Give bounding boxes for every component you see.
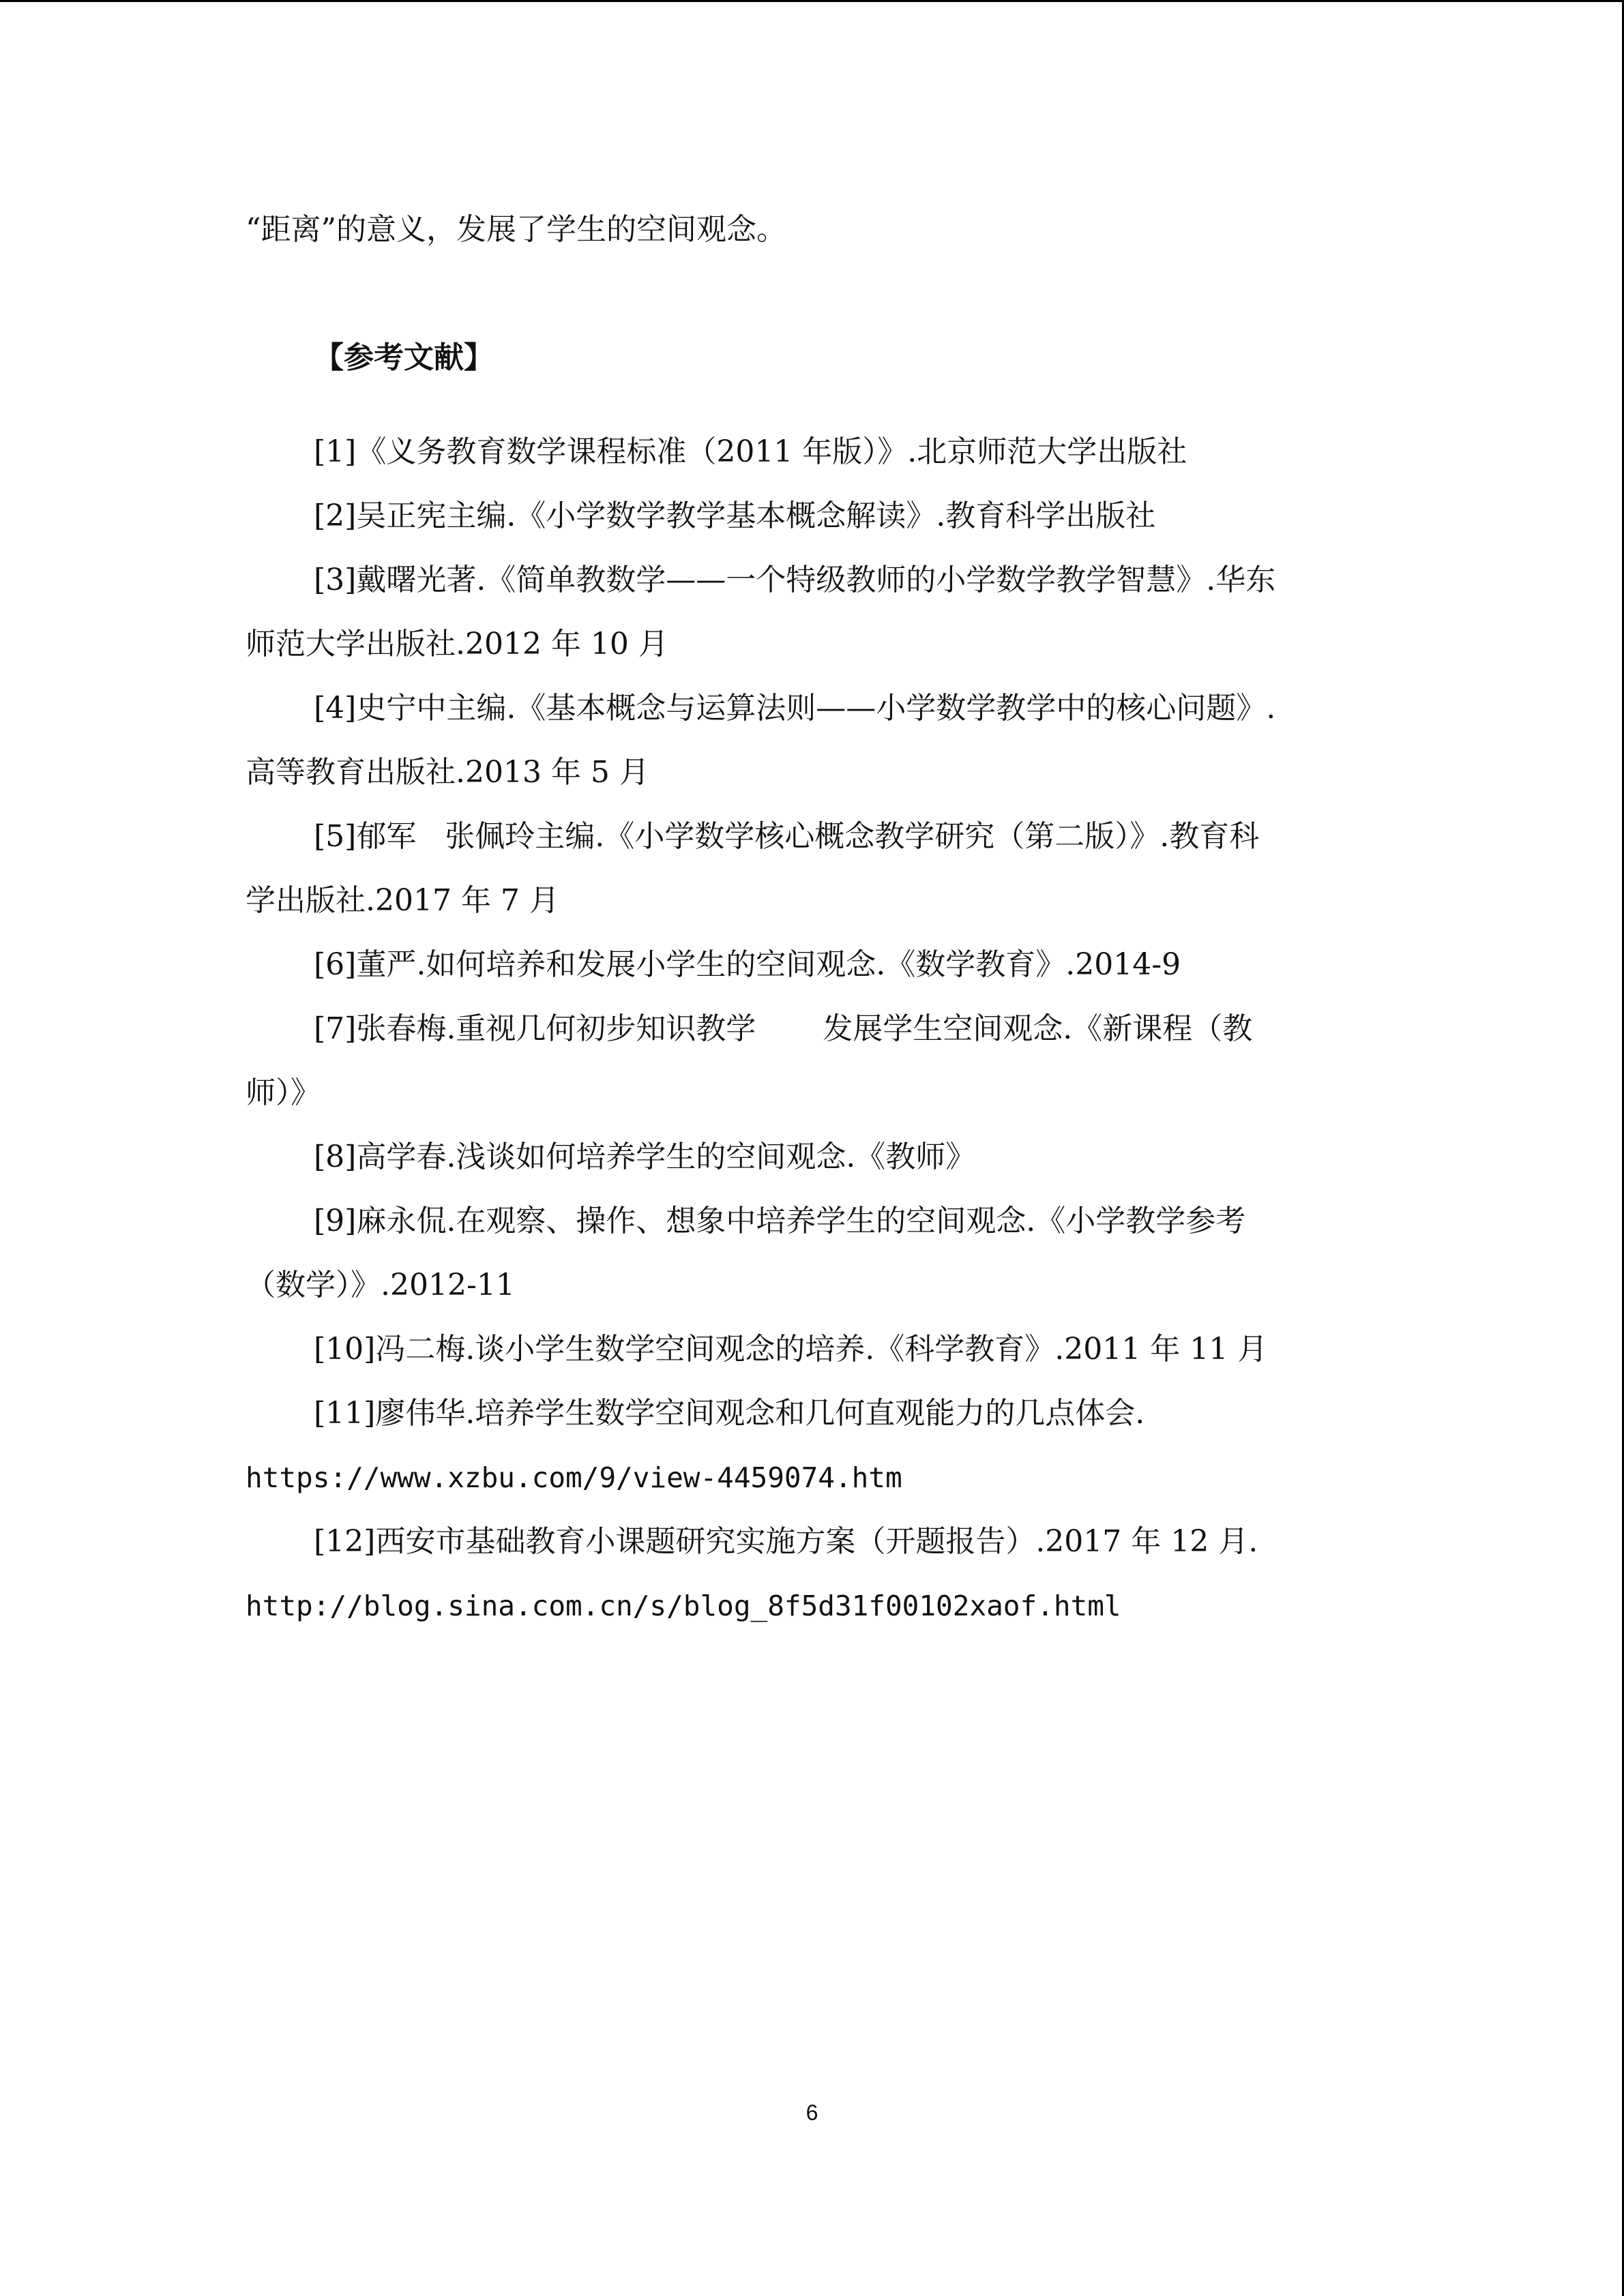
reference-line: [4]史宁中主编.《基本概念与运算法则——小学数学教学中的核心问题》. — [314, 691, 1276, 726]
reference-line-continuation: 师）》 — [246, 1075, 321, 1110]
reference-line: [12]西安市基础教育小课题研究实施方案（开题报告）.2017 年 12 月. — [314, 1524, 1258, 1559]
reference-line: [11]廖伟华.培养学生数学空间观念和几何直观能力的几点体会. — [314, 1396, 1145, 1431]
reference-item-2 — [246, 484, 1385, 548]
reference-line: [1]《义务教育数学课程标准（2011 年版）》.北京师范大学出版社 — [314, 434, 1187, 469]
reference-line: [7]张春梅.重视几何初步知识教学 发展学生空间观念.《新课程（教 — [314, 1011, 1253, 1046]
reference-line-continuation: 学出版社.2017 年 7 月 — [246, 883, 559, 918]
reference-line: [2]吴正宪主编.《小学数学教学基本概念解读》.教育科学出版社 — [314, 498, 1156, 533]
reference-line-continuation: 高等教育出版社.2013 年 5 月 — [246, 755, 649, 790]
references-heading: 【参考文献】 — [314, 340, 494, 375]
intro-paragraph-line: “距离”的意义，发展了学生的空间观念。 — [246, 212, 786, 247]
reference-item-3 — [246, 548, 1385, 676]
reference-line: [5]郁军 张佩玲主编.《小学数学核心概念教学研究（第二版）》.教育科 — [314, 819, 1260, 854]
reference-line: [9]麻永侃.在观察、操作、想象中培养学生的空间观念.《小学教学参考 — [314, 1204, 1246, 1238]
document-body — [246, 198, 1385, 1638]
reference-url: http://blog.sina.com.cn/s/blog_8f5d31f00102xaof.html — [246, 1590, 1121, 1622]
reference-item-12 — [246, 1510, 1385, 1638]
reference-line: [6]董严.如何培养和发展小学生的空间观念.《数学教育》.2014-9 — [314, 947, 1181, 982]
reference-line-continuation: （数学）》.2012-11 — [246, 1268, 515, 1302]
reference-item-11 — [246, 1382, 1385, 1510]
reference-item-6 — [246, 933, 1385, 997]
reference-item-7 — [246, 997, 1385, 1125]
reference-item-5 — [246, 805, 1385, 933]
reference-line: [3]戴曙光著.《简单教数学——一个特级教师的小学数学教学智慧》.华东 — [314, 563, 1276, 597]
reference-item-10 — [246, 1317, 1385, 1382]
reference-list — [246, 420, 1385, 1638]
page-number: 6 — [806, 2100, 818, 2125]
reference-line: [10]冯二梅.谈小学生数学空间观念的培养.《科学教育》.2011 年 11 月 — [314, 1332, 1268, 1367]
reference-line-continuation: 师范大学出版社.2012 年 10 月 — [246, 627, 668, 661]
reference-item-4 — [246, 676, 1385, 805]
reference-url: https://www.xzbu.com/9/view-4459074.htm — [246, 1461, 902, 1494]
reference-item-1 — [246, 420, 1385, 484]
reference-item-9 — [246, 1189, 1385, 1317]
reference-item-8 — [246, 1125, 1385, 1189]
reference-line: [8]高学春.浅谈如何培养学生的空间观念.《教师》 — [314, 1139, 976, 1174]
